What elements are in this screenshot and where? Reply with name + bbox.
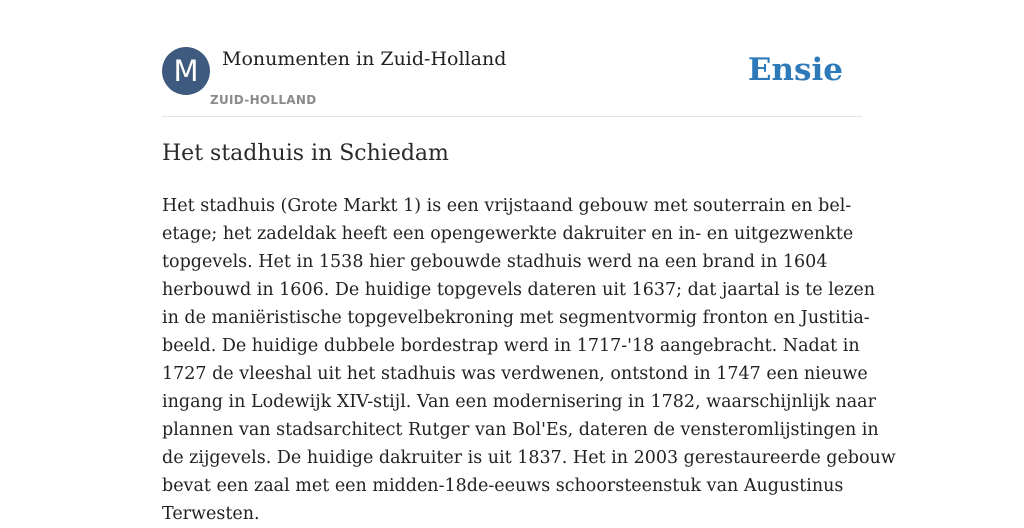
article-body-line: herbouwd in 1606. De huidige topgevels dateren uit 1637; dat jaartal is te lezen [162,280,876,300]
source-title-link[interactable]: Monumenten in Zuid-Holland [222,48,507,70]
article-title: Het stadhuis in Schiedam [162,141,449,166]
article-body-line: Het stadhuis (Grote Markt 1) is een vrijstaand gebouw met souterrain en bel- [162,196,852,216]
article-body-line: etage; het zadeldak heeft een opengewerkte dakruiter en in- en uitgezwenkte [162,224,854,244]
brand-logo[interactable]: Ensie [747,52,843,88]
article-body-line: de zijgevels. De huidige dakruiter is uit 1837. Het in 2003 gerestaureerde gebouw [162,448,896,468]
article-body-line: topgevels. Het in 1538 hier gebouwde stadhuis werd na een brand in 1604 [162,252,828,272]
header [162,46,862,117]
article-body-line: Terwesten. [162,504,260,524]
article-body-line: ingang in Lodewijk XIV-stijl. Van een modernisering in 1782, waarschijnlijk naar [162,392,876,412]
article-body-line: beeld. De huidige dubbele bordestrap werd in 1717-'18 aangebracht. Nadat in [162,336,860,356]
article-body-line: 1727 de vleeshal uit het stadhuis was verdwenen, ontstond in 1747 een nieuwe [162,364,868,384]
article-body-line: bevat een zaal met een midden-18de-eeuws schoorsteenstuk van Augustinus [162,476,844,496]
article-body-line: plannen van stadsarchitect Rutger van Bol'Es, dateren de vensteromlijstingen in [162,420,879,440]
article-body-line: in de maniëristische topgevelbekroning met segmentvormig fronton en Justitia- [162,308,870,328]
avatar[interactable]: M [162,47,210,95]
category-label[interactable]: ZUID-HOLLAND [210,93,317,107]
article-body [162,192,896,528]
